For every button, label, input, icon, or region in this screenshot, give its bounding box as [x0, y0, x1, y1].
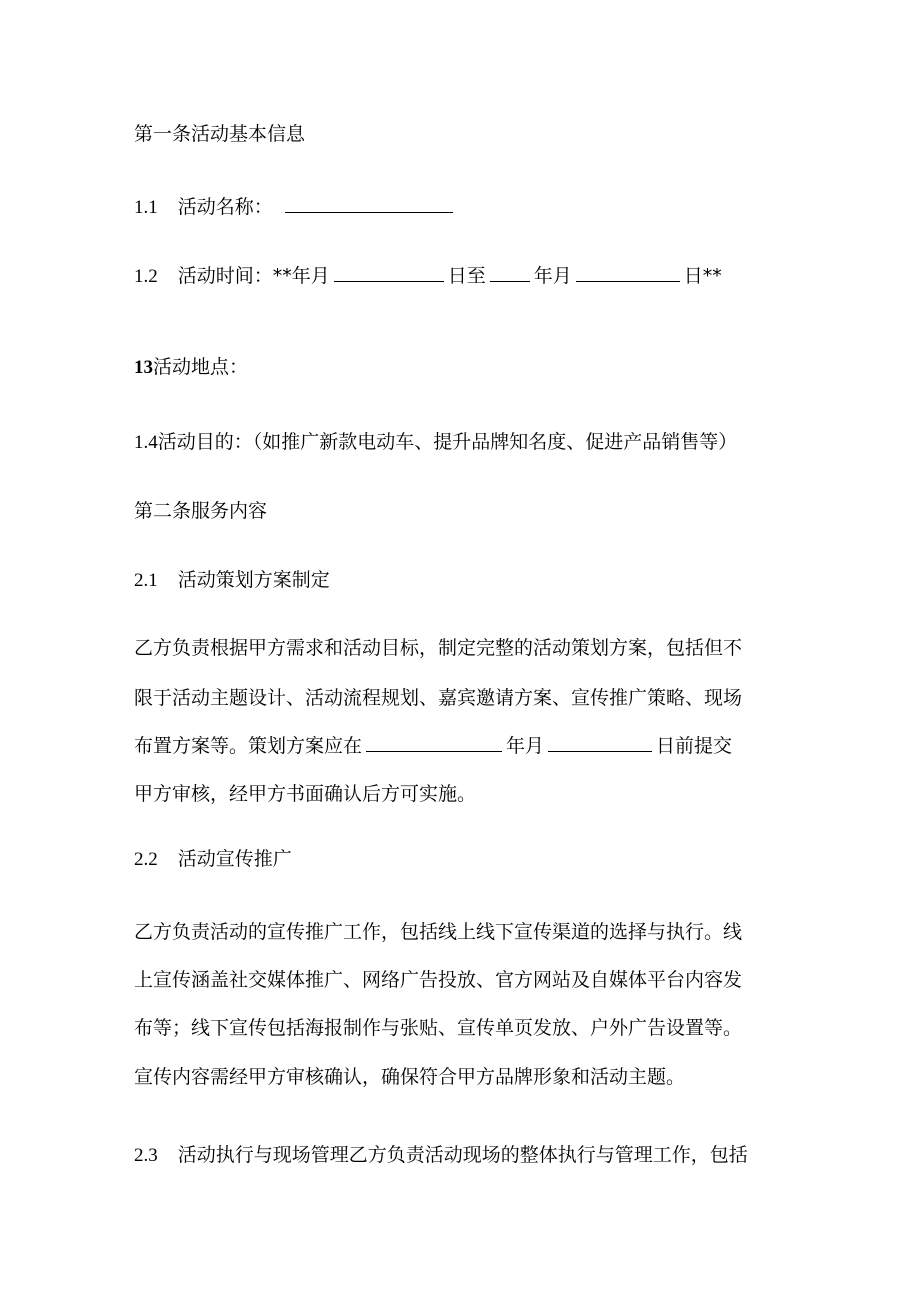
- item-1-1: [134, 193, 457, 222]
- paragraph-line: 限于活动主题设计、活动流程规划、嘉宾邀请方案、宣传推广策略、现场: [134, 687, 743, 709]
- item-2-2-heading: [134, 845, 292, 874]
- item-2-1-heading: [134, 566, 330, 595]
- paragraph-line: 布等；线下宣传包括海报制作与张贴、宣传单页发放、户外广告设置等。: [134, 1017, 743, 1039]
- paragraph-line: 上宣传涵盖社交媒体推广、网络广告投放、官方网站及自媒体平台内容发: [134, 969, 743, 991]
- item-number: 2.3: [134, 1145, 158, 1166]
- article-2-title: 第二条服务内容: [134, 500, 268, 522]
- item-label: 活动宣传推广: [177, 848, 292, 870]
- fill-blank-submit-date: [548, 733, 652, 752]
- item-label: 活动执行与现场管理乙方负责活动现场的整体执行与管理工作，包括: [177, 1144, 748, 1166]
- fill-blank-end-year: [490, 263, 530, 282]
- item-label: 活动目的：（如推广新款电动车、提升品牌知名度、促进产品销售等）: [157, 431, 738, 453]
- item-number: 1.2: [134, 266, 158, 287]
- item-label: 活动地点：: [153, 356, 249, 378]
- paragraph-line: 乙方负责根据甲方需求和活动目标，制定完整的活动策划方案，包括但不: [134, 637, 743, 659]
- paragraph-line: 乙方负责活动的宣传推广工作，包括线上线下宣传渠道的选择与执行。线: [134, 921, 743, 943]
- item-number: 13: [134, 357, 153, 378]
- fill-blank-start-date: [334, 263, 444, 282]
- fill-blank-end-date: [576, 263, 680, 282]
- item-label: 活动策划方案制定: [177, 569, 330, 591]
- paragraph-line: 布置方案等。策划方案应在 年月 日前提交: [134, 735, 733, 757]
- fill-blank-activity-name: [285, 194, 453, 213]
- item-1-3: [134, 353, 248, 382]
- paragraph-line: 甲方审核，经甲方书面确认后方可实施。: [134, 783, 477, 805]
- item-1-4: [134, 428, 737, 457]
- item-label: 活动时间：**年月: [177, 265, 330, 287]
- item-number: 1.4: [134, 432, 158, 453]
- paragraph-line: 宣传内容需经甲方审核确认，确保符合甲方品牌形象和活动主题。: [134, 1066, 686, 1088]
- article-1-title: 第一条活动基本信息: [134, 123, 306, 145]
- item-number: 1.1: [134, 197, 158, 218]
- fill-blank-submit-year: [366, 733, 502, 752]
- item-1-2: 1.2 活动时间：**年月 日至 年月 日**: [134, 265, 722, 287]
- item-number: 2.2: [134, 849, 158, 870]
- item-label: 活动名称：: [177, 196, 273, 218]
- item-2-3-heading: [134, 1141, 748, 1170]
- item-number: 2.1: [134, 570, 158, 591]
